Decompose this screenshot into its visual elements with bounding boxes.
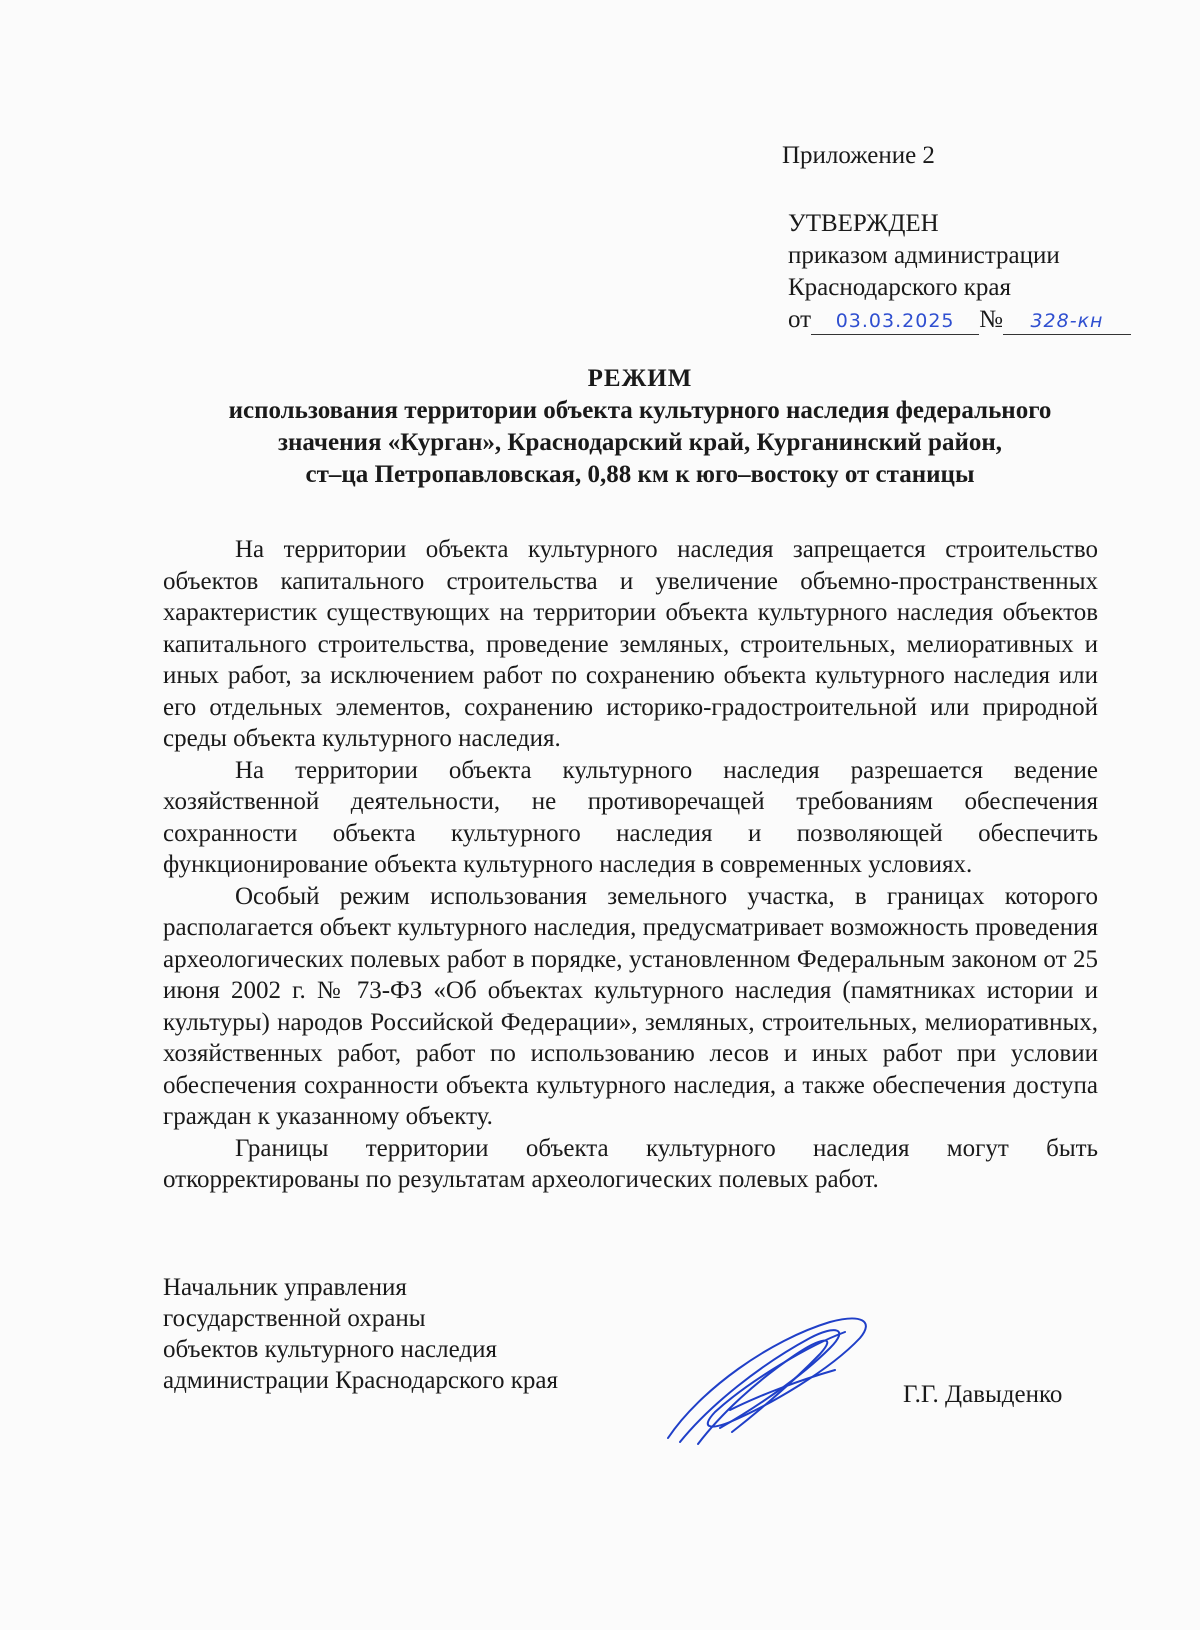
signer-name: Г.Г. Давыденко [903,1381,1063,1408]
title-line-2: значения «Курган», Краснодарский край, Курганинский район, [277,429,1003,456]
signature-stroke [680,1330,839,1442]
signatory-title [163,1272,558,1396]
handwritten-signature [660,1310,890,1450]
signatory-line-4: администрации Краснодарского края [163,1367,559,1394]
document-body [163,534,1098,1196]
signature-strokes [668,1319,866,1444]
paragraph-4: Границы территории объекта культурного наследия могут быть откорректированы по результатам археологических полевых работ. [163,1134,1098,1193]
order-line-2: Краснодарского края [788,274,1011,301]
handwritten-number: 328-кн [1003,308,1131,335]
signatory-line-2: государственной охраны [163,1305,426,1332]
title-main: РЕЖИМ [587,365,693,392]
signatory-line-3: объектов культурного наследия [163,1336,497,1363]
approved-label: УТВЕРЖДЕН [788,210,939,237]
paragraph-3: Особый режим использования земельного участка, в границах которого располагается объект культурного наследия, предусматривает возможность проведения археологических полевых работ в порядке, установленном Федеральным законом от 25 июня 2002 г. № 73-ФЗ «Об объектах культурного наследия (памятниках истории и культуры) народов Российской Федерации», земляных, строительных, мелиоративных, хозяйственных работ, работ по использованию лесов и иных работ при условии обеспечения сохранности объекта культурного наследия, а также обеспечения доступа граждан к указанному объекту. [163,882,1098,1130]
handwritten-date: 03.03.2025 [811,308,979,335]
date-number-line [788,304,1131,336]
paragraph-2: На территории объекта культурного наследия разрешается ведение хозяйственной деятельности, не противоречащей требованиям обеспечения сохранности объекта культурного наследия и позволяющей обеспечить функционирование объекта культурного наследия в современных условиях. [163,756,1098,878]
number-prefix: № [979,306,1003,333]
title-line-3: ст–ца Петропавловская, 0,88 км к юго–востоку от станицы [305,461,975,488]
paragraph-1: На территории объекта культурного наследия запрещается строительство объектов капитального строительства и увеличение объемно-пространственных характеристик существующих на территории объекта культурного наследия объектов капитального строительства, проведение земляных, строительных, мелиоративных и иных работ, за исключением работ по сохранению объекта культурного наследия или его отдельных элементов, сохранению историко-градостроительной или природной среды объекта культурного наследия. [163,536,1098,752]
approval-stamp [788,208,1131,336]
appendix-label: Приложение 2 [782,142,935,169]
order-line-1: приказом администрации [788,242,1060,269]
date-prefix: от [788,306,812,333]
signature-stroke [668,1319,866,1438]
title-line-1: использования территории объекта культурного наследия федерального [228,397,1052,424]
signatory-line-1: Начальник управления [163,1274,407,1301]
document-title [150,363,1130,491]
signature-stroke [698,1341,827,1444]
